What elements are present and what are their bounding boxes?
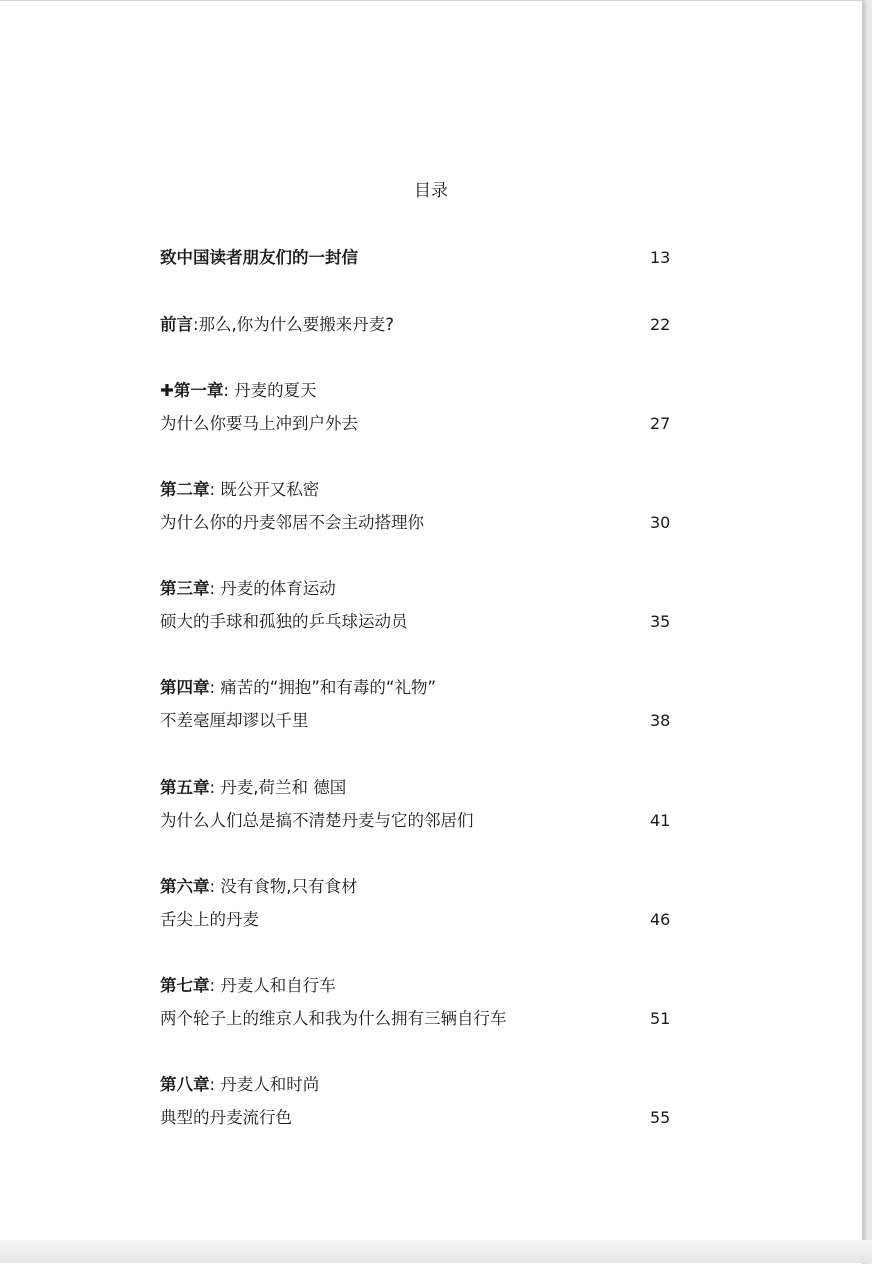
toc-entry-line bbox=[160, 313, 680, 337]
toc-title: 目录 bbox=[414, 181, 448, 201]
toc-entry-subtitle-line bbox=[160, 809, 680, 833]
toc-entry-chapter-8[interactable] bbox=[160, 1073, 680, 1130]
toc-page-number: 55 bbox=[650, 1108, 671, 1127]
toc-entry-heading-text: : 丹麦人和时尚 bbox=[209, 1075, 320, 1094]
toc-entry-chapter-4[interactable] bbox=[160, 676, 680, 733]
toc-entry-subtitle: 为什么你的丹麦邻居不会主动搭理你 bbox=[160, 513, 424, 532]
toc-entry-heading-text: : 丹麦,荷兰和 德国 bbox=[209, 778, 347, 797]
toc-entry-chapter-3[interactable] bbox=[160, 577, 680, 634]
toc-entry-heading-label: 第三章 bbox=[160, 579, 210, 598]
toc-entry-subtitle-line bbox=[160, 1106, 680, 1130]
toc-entry-subtitle: 为什么你要马上冲到户外去 bbox=[160, 414, 358, 433]
toc-entry-heading-text: : 丹麦的夏天 bbox=[223, 381, 317, 400]
toc-entry-chapter-5[interactable] bbox=[160, 776, 680, 833]
toc-entry-subtitle-line bbox=[160, 511, 680, 535]
toc-entry-heading-label: 第六章 bbox=[160, 877, 210, 896]
toc-entry-subtitle: 为什么人们总是搞不清楚丹麦与它的邻居们 bbox=[160, 811, 474, 830]
toc-entry-heading-label: 第一章 bbox=[173, 381, 224, 400]
toc-entry-heading-line bbox=[160, 974, 680, 998]
toc-entry-heading-text: : 丹麦人和自行车 bbox=[209, 976, 336, 995]
toc-entry-heading-line bbox=[160, 577, 680, 601]
toc-entry-chapter-7[interactable] bbox=[160, 974, 680, 1031]
toc-page-number: 35 bbox=[650, 612, 671, 631]
toc-page-number: 22 bbox=[650, 315, 671, 334]
toc-entry-heading-label: 第七章 bbox=[160, 976, 210, 995]
toc-entry-subtitle-line bbox=[160, 610, 680, 634]
toc-entry-heading-text: : 没有食物,只有食材 bbox=[209, 877, 358, 896]
toc-entry-heading-line bbox=[160, 875, 680, 899]
toc-page-number: 13 bbox=[650, 248, 671, 267]
toc-entry-heading-line bbox=[160, 379, 680, 403]
toc-entry-chapter-1[interactable] bbox=[160, 379, 680, 436]
toc-entry-chapter-6[interactable] bbox=[160, 875, 680, 932]
toc-entry-heading: 致中国读者朋友们的一封信 bbox=[160, 248, 358, 267]
toc-page-number: 46 bbox=[650, 910, 671, 929]
toc-entry-subtitle-line bbox=[160, 1007, 680, 1031]
toc-entry-heading-line bbox=[160, 1073, 680, 1097]
viewer-bottom-edge bbox=[0, 1240, 872, 1263]
toc-page-number: 38 bbox=[650, 711, 671, 730]
toc-entry-subtitle-line bbox=[160, 709, 680, 733]
toc-page-number: 51 bbox=[650, 1009, 671, 1028]
toc-entry-preface[interactable] bbox=[160, 313, 680, 337]
toc-entry-heading-line bbox=[160, 478, 680, 502]
toc-entry-subtitle-line bbox=[160, 908, 680, 932]
toc-entry-subtitle: 舌尖上的丹麦 bbox=[160, 910, 259, 929]
toc-entry-heading-line bbox=[160, 776, 680, 800]
toc-entry-letter[interactable] bbox=[160, 246, 680, 270]
toc-entry-subtitle: 硕大的手球和孤独的乒乓球运动员 bbox=[160, 612, 408, 631]
toc-page-number: 41 bbox=[650, 811, 671, 830]
toc-entry-heading-label: 第四章 bbox=[160, 678, 210, 697]
toc-page-number: 27 bbox=[650, 414, 671, 433]
toc-entry-heading-label: 前言 bbox=[160, 315, 193, 334]
toc-entry-heading-text: : 丹麦的体育运动 bbox=[209, 579, 336, 598]
toc-entry-chapter-2[interactable] bbox=[160, 478, 680, 535]
toc-entry-heading-text: : 既公开又私密 bbox=[209, 480, 320, 499]
toc-entry-heading-text: : 痛苦的“拥抱”和有毒的“礼物” bbox=[209, 678, 436, 697]
plus-marker-icon: ✚ bbox=[160, 381, 174, 400]
toc-entry-subtitle: 两个轮子上的维京人和我为什么拥有三辆自行车 bbox=[160, 1009, 507, 1028]
toc-page-number: 30 bbox=[650, 513, 671, 532]
toc-entry-heading-text: :那么,你为什么要搬来丹麦? bbox=[193, 315, 395, 334]
toc-entry-line bbox=[160, 246, 680, 270]
toc-entry-heading-label: 第八章 bbox=[160, 1075, 210, 1094]
toc-entry-subtitle-line bbox=[160, 412, 680, 436]
toc-entry-subtitle: 不差毫厘却谬以千里 bbox=[160, 711, 309, 730]
toc-entry-heading-line bbox=[160, 676, 680, 700]
toc-entry-heading-label: 第五章 bbox=[160, 778, 210, 797]
toc-entry-subtitle: 典型的丹麦流行色 bbox=[160, 1108, 292, 1127]
toc-entry-heading-label: 第二章 bbox=[160, 480, 210, 499]
